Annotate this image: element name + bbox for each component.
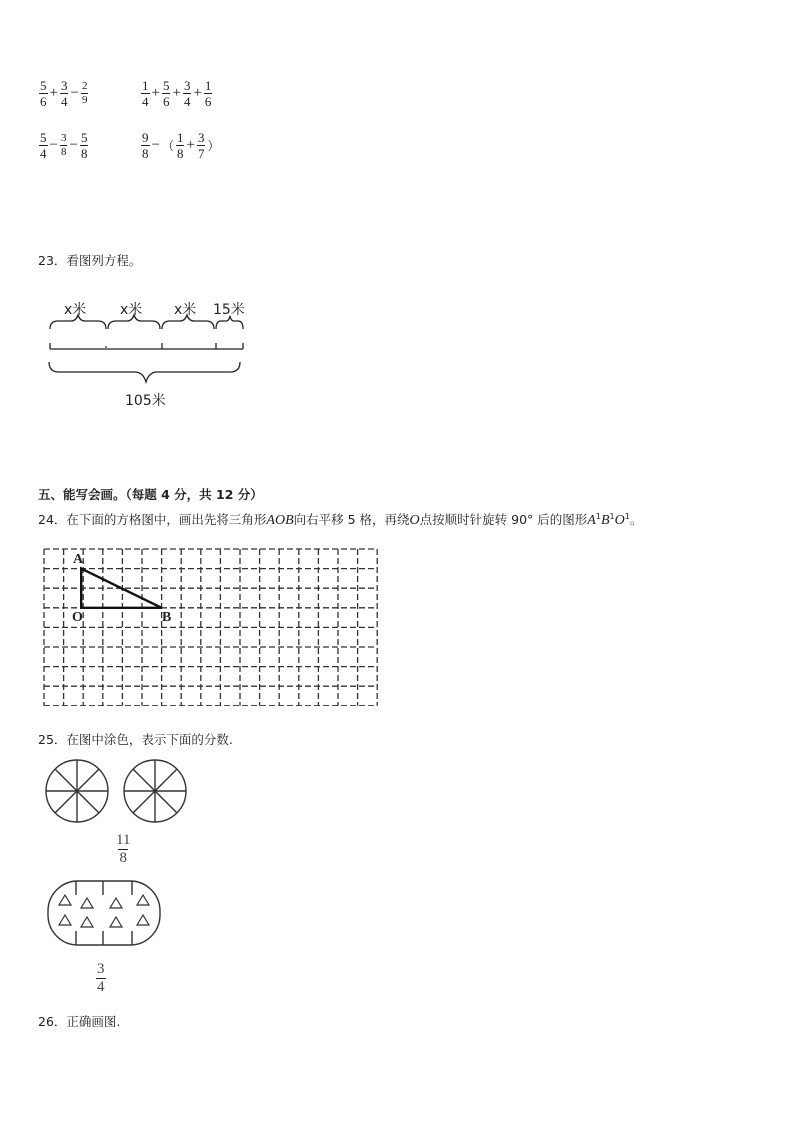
label-b: B [162, 610, 172, 625]
segment-label-3: x米 [174, 302, 197, 318]
fraction: $\frac{5}{6}$ [162, 78, 170, 109]
segment-label-2: x米 [120, 302, 143, 318]
fraction: $\frac{3}{4}$ [60, 78, 68, 109]
fraction: $\frac{3}{8}$ [60, 132, 67, 158]
expression-2: $\frac{1}{4}$ + $\frac{5}{6}$ + $\frac{3}{4}$ + $\frac{1}{6}$ [142, 78, 212, 109]
question-26-title: 26．正确画图. [38, 1014, 121, 1029]
circles-figure [44, 758, 204, 828]
square-grid [41, 546, 381, 706]
expression-4: $\frac{9}{8}$ − （ $\frac{1}{8}$ + $\frac{3}{7}$ ） [142, 130, 220, 161]
circle-1 [46, 760, 108, 822]
question-25-title: 25．在图中涂色，表示下面的分数. [38, 732, 233, 747]
fraction: $\frac{1}{4}$ [142, 78, 149, 109]
fraction: $\frac{1}{6}$ [204, 78, 212, 109]
triangles-figure [46, 878, 164, 950]
fraction-3-4: $\frac{3}{4}$ [97, 961, 105, 995]
question-24-text: 24．在下面的方格图中，画出先将三角形AOB向右平移 5 格，再绕O点按顺时针旋转 90° 后的图形$A^1B^1O^1$。 [38, 511, 643, 528]
fraction: $\frac{5}{8}$ [80, 130, 88, 161]
fraction-11-8: $\frac{11}{8}$ [116, 832, 131, 866]
section-5-title: 五、能写会画。（每题 4 分，共 12 分） [38, 487, 263, 502]
question-23-title: 23．看图列方程。 [38, 253, 142, 268]
fraction: $\frac{3}{7}$ [197, 130, 205, 161]
fraction: $\frac{5}{4}$ [40, 130, 47, 161]
segment-label-4: 15米 [213, 302, 245, 318]
fraction: $\frac{5}{6}$ [40, 78, 47, 109]
fraction: $\frac{3}{4}$ [183, 78, 191, 109]
segment-label-1: x米 [64, 302, 87, 318]
label-a: A [73, 552, 84, 567]
fraction: $\frac{9}{8}$ [142, 130, 149, 161]
fraction: $\frac{1}{8}$ [176, 130, 184, 161]
total-label: 105米 [125, 393, 166, 409]
expression-3: $\frac{5}{4}$ − $\frac{3}{8}$ − $\frac{5}{8}$ [40, 130, 88, 161]
segment-diagram [44, 298, 254, 413]
label-o: O [72, 610, 83, 625]
fraction: $\frac{2}{9}$ [81, 80, 88, 106]
circle-2 [124, 760, 186, 822]
expression-1: $\frac{5}{6}$ + $\frac{3}{4}$ − $\frac{2}{9}$ [40, 78, 88, 109]
